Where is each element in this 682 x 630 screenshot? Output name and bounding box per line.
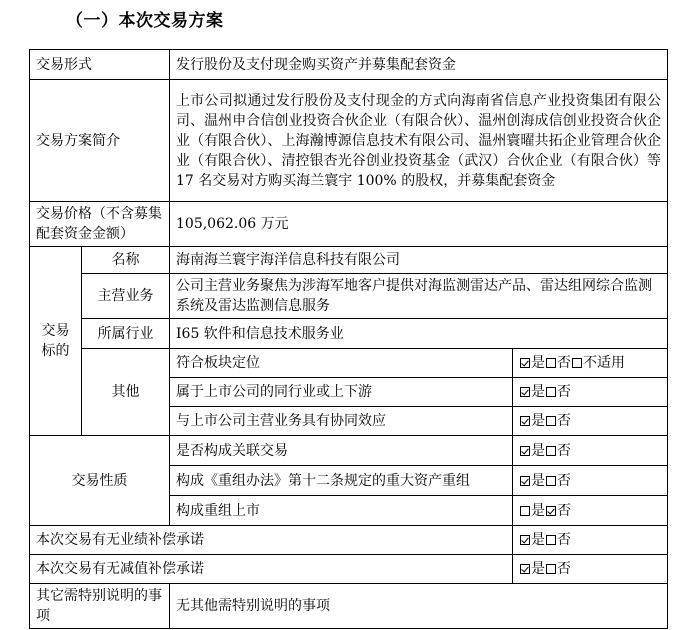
other-item-choice: 是 否 bbox=[513, 407, 668, 436]
row-summary bbox=[30, 80, 668, 202]
notes-value: 无其他需特别说明的事项 bbox=[170, 584, 668, 629]
checkbox-checked-icon[interactable] bbox=[546, 506, 556, 516]
row-target-industry bbox=[30, 319, 668, 349]
nature-item-text: 是否构成关联交易 bbox=[170, 436, 513, 466]
commitment-choice: 是 否 bbox=[513, 555, 668, 584]
other-item-text: 与上市公司主营业务具有协同效应 bbox=[170, 407, 513, 436]
nature-item-text: 构成重组上市 bbox=[170, 496, 513, 526]
checkbox-icon[interactable] bbox=[546, 387, 556, 397]
nature-item-text: 构成《重组办法》第十二条规定的重大资产重组 bbox=[170, 466, 513, 496]
checkbox-icon[interactable] bbox=[546, 446, 556, 456]
nature-item-choice: 是 否 bbox=[513, 466, 668, 496]
target-label: 交易标的 bbox=[30, 247, 82, 436]
target-industry-value: I65 软件和信息技术服务业 bbox=[170, 319, 668, 349]
row-target-name bbox=[30, 247, 668, 274]
nature-item-choice: 是 否 bbox=[513, 436, 668, 466]
row-other-1 bbox=[30, 349, 668, 378]
row-nature-1 bbox=[30, 436, 668, 466]
target-other-label: 其他 bbox=[82, 349, 170, 436]
checkbox-checked-icon[interactable] bbox=[520, 476, 530, 486]
commitment-choice: 是 否 bbox=[513, 526, 668, 555]
row-price bbox=[30, 202, 668, 247]
target-business-value: 公司主营业务聚焦为涉海军地客户提供对海监测雷达产品、雷达组网综合监测系统及雷达监测信息服务 bbox=[170, 274, 668, 319]
checkbox-icon[interactable] bbox=[546, 564, 556, 574]
other-item-choice: 是 否 bbox=[513, 378, 668, 407]
target-name-value: 海南海兰寰宇海洋信息科技有限公司 bbox=[170, 247, 668, 274]
checkbox-icon[interactable] bbox=[546, 476, 556, 486]
price-value: 105,062.06 万元 bbox=[170, 202, 668, 247]
checkbox-checked-icon[interactable] bbox=[520, 387, 530, 397]
target-name-label: 名称 bbox=[82, 247, 170, 274]
checkbox-icon[interactable] bbox=[520, 506, 530, 516]
checkbox-icon[interactable] bbox=[546, 416, 556, 426]
commitment-text: 本次交易有无业绩补偿承诺 bbox=[30, 526, 513, 555]
row-target-business bbox=[30, 274, 668, 319]
checkbox-checked-icon[interactable] bbox=[520, 535, 530, 545]
summary-label: 交易方案简介 bbox=[30, 80, 170, 202]
row-commitment-1 bbox=[30, 526, 668, 555]
row-form bbox=[30, 50, 668, 80]
other-item-text: 属于上市公司的同行业或上下游 bbox=[170, 378, 513, 407]
summary-value: 上市公司拟通过发行股份及支付现金的方式向海南省信息产业投资集团有限公司、温州申合信创业投资合伙企业（有限合伙）、温州创海成信创业投资合伙企业（有限合伙）、上海瀚博源信息技术有限公司、温州寰曜共拓企业管理合伙企业（有限合伙）、清控银杏光谷创业投资基金（武汉）合伙企业（有限合伙）等 17 名交易对方购买海兰寰宇 100% 的股权，并募集配套资金 bbox=[170, 80, 668, 202]
form-label: 交易形式 bbox=[30, 50, 170, 80]
price-label: 交易价格（不含募集配套资金金额） bbox=[30, 202, 170, 247]
row-notes bbox=[30, 584, 668, 629]
transaction-table bbox=[29, 49, 668, 629]
other-item-text: 符合板块定位 bbox=[170, 349, 513, 378]
other-item-choice: 是 否 不适用 bbox=[513, 349, 668, 378]
checkbox-checked-icon[interactable] bbox=[520, 446, 530, 456]
commitment-text: 本次交易有无减值补偿承诺 bbox=[30, 555, 513, 584]
checkbox-checked-icon[interactable] bbox=[520, 416, 530, 426]
checkbox-checked-icon[interactable] bbox=[520, 358, 530, 368]
checkbox-icon[interactable] bbox=[572, 358, 582, 368]
checkbox-checked-icon[interactable] bbox=[520, 564, 530, 574]
checkbox-icon[interactable] bbox=[546, 358, 556, 368]
checkbox-icon[interactable] bbox=[546, 535, 556, 545]
nature-item-choice: 是 否 bbox=[513, 496, 668, 526]
form-value: 发行股份及支付现金购买资产并募集配套资金 bbox=[170, 50, 668, 80]
nature-label: 交易性质 bbox=[30, 436, 170, 526]
notes-label: 其它需特别说明的事项 bbox=[30, 584, 170, 629]
row-commitment-2 bbox=[30, 555, 668, 584]
target-business-label: 主营业务 bbox=[82, 274, 170, 319]
section-heading: （一）本次交易方案 bbox=[66, 11, 224, 31]
target-industry-label: 所属行业 bbox=[82, 319, 170, 349]
